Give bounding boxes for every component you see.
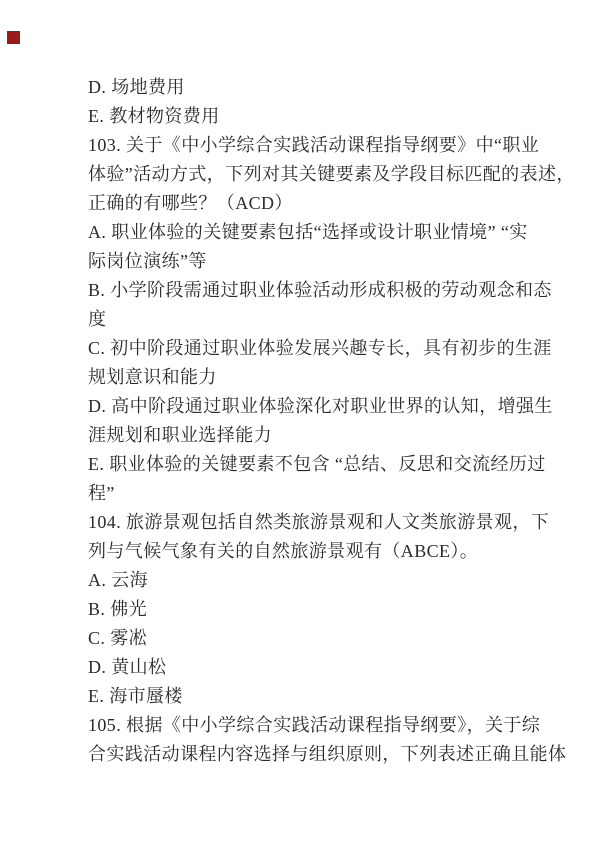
q103-option-c-line-1: C. 初中阶段通过职业体验发展兴趣专长，具有初步的生涯: [88, 338, 552, 358]
q104-option-d-line: D. 黄山松: [88, 657, 167, 677]
q103-stem-line-1: 103. 关于《中小学综合实践活动课程指导纲要》中“职业: [88, 135, 540, 155]
q105-stem-line-2: 合实践活动课程内容选择与组织原则，下列表述正确且能体: [88, 744, 567, 764]
q102-option-e-line: E. 教材物资费用: [88, 106, 220, 126]
q103-option-e-line-1: E. 职业体验的关键要素不包含 “总结、反思和交流经历过: [88, 454, 546, 474]
red-corner-stamp: [7, 31, 20, 44]
q104-option-a-line: A. 云海: [88, 570, 148, 590]
q102-option-d-line: D. 场地费用: [88, 77, 185, 97]
q105-stem-line-1: 105. 根据《中小学综合实践活动课程指导纲要》，关于综: [88, 715, 541, 735]
q104-option-b-line: B. 佛光: [88, 599, 148, 619]
q104-stem-line-2: 列与气候气象有关的自然旅游景观有（ABCE）。: [88, 541, 479, 561]
q103-option-a-line-2: 际岗位演练”等: [88, 251, 207, 271]
q104-stem-line-1: 104. 旅游景观包括自然类旅游景观和人文类旅游景观，下: [88, 512, 550, 532]
q104-option-c-line: C. 雾凇: [88, 628, 148, 648]
exam-text-block: [88, 73, 575, 769]
q103-option-b-line-2: 度: [88, 309, 107, 329]
q103-option-e-line-2: 程”: [88, 483, 115, 503]
q103-option-d-line-1: D. 高中阶段通过职业体验深化对职业世界的认知，增强生: [88, 396, 553, 416]
q103-answer-line: 正确的有哪些？（ACD）: [88, 193, 293, 213]
q104-option-e-line: E. 海市蜃楼: [88, 686, 183, 706]
q103-option-d-line-2: 涯规划和职业选择能力: [88, 425, 272, 445]
q103-stem-line-2: 体验”活动方式，下列对其关键要素及学段目标匹配的表述，: [88, 164, 575, 184]
q103-option-c-line-2: 规划意识和能力: [88, 367, 217, 387]
q103-option-a-line-1: A. 职业体验的关键要素包括“选择或设计职业情境” “实: [88, 222, 528, 242]
q103-option-b-line-1: B. 小学阶段需通过职业体验活动形成积极的劳动观念和态: [88, 280, 552, 300]
